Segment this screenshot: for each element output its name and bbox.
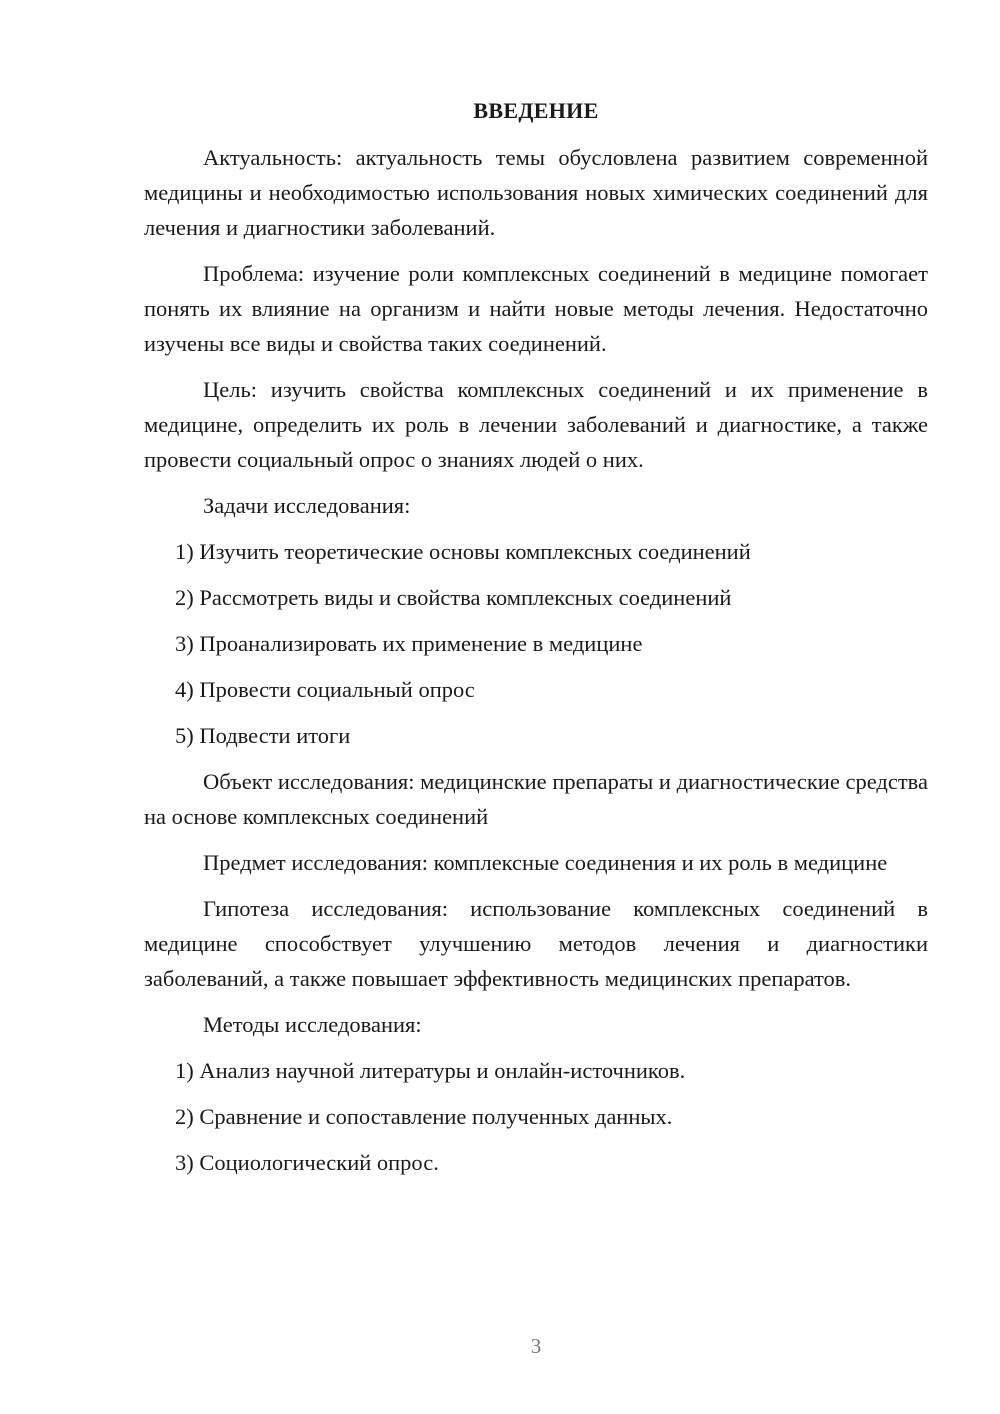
relevance-paragraph: Актуальность: актуальность темы обусловлена развитием современной медицины и необходимостью использования новых химических соединений для лечения и диагностики заболеваний. bbox=[144, 145, 928, 240]
problem-paragraph: Проблема: изучение роли комплексных соединений в медицине помогает понять их влияние на организм и найти новые методы лечения. Недостаточно изучены все виды и свойства таких соединений. bbox=[144, 261, 928, 356]
list-item: 5) Подвести итоги bbox=[175, 723, 351, 748]
tasks-list bbox=[144, 534, 928, 753]
methods-list bbox=[144, 1053, 928, 1180]
list-item: 2) Сравнение и сопоставление полученных данных. bbox=[175, 1104, 673, 1129]
methods-heading: Методы исследования: bbox=[203, 1012, 422, 1037]
tasks-heading: Задачи исследования: bbox=[203, 493, 411, 518]
subject-paragraph: Предмет исследования: комплексные соединения и их роль в медицине bbox=[203, 850, 888, 875]
section-title: ВВЕДЕНИЕ bbox=[473, 98, 599, 123]
list-item: 1) Изучить теоретические основы комплексных соединений bbox=[175, 539, 751, 564]
list-item: 4) Провести социальный опрос bbox=[175, 677, 475, 702]
hypothesis-paragraph: Гипотеза исследования: использование комплексных соединений в медицине способствует улучшению методов лечения и диагностики заболеваний, а также повышает эффективность медицинских препаратов. bbox=[144, 896, 928, 991]
list-item: 3) Социологический опрос. bbox=[175, 1150, 439, 1175]
object-paragraph: Объект исследования: медицинские препараты и диагностические средства на основе комплексных соединений bbox=[144, 769, 928, 829]
list-item: 3) Проанализировать их применение в медицине bbox=[175, 631, 643, 656]
page-content bbox=[144, 96, 928, 1191]
page-number: 3 bbox=[530, 1334, 542, 1358]
list-item: 2) Рассмотреть виды и свойства комплексных соединений bbox=[175, 585, 732, 610]
list-item: 1) Анализ научной литературы и онлайн-источников. bbox=[175, 1058, 686, 1083]
goal-paragraph: Цель: изучить свойства комплексных соединений и их применение в медицине, определить их роль в лечении заболеваний и диагностике, а также провести социальный опрос о знаниях людей о них. bbox=[144, 377, 928, 472]
